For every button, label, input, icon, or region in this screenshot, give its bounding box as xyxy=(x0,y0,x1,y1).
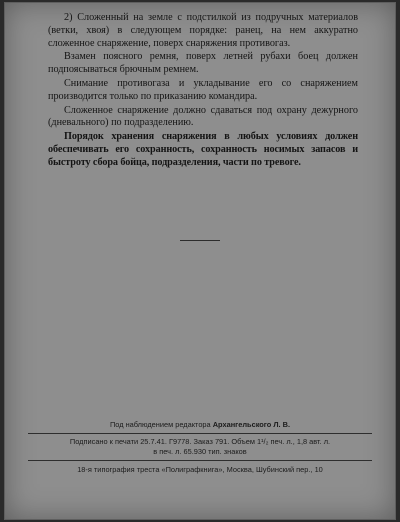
printer-line: 18-я типография треста «Полиграфкнига», Москва, Шубинский пер., 10 xyxy=(77,465,323,474)
book-page xyxy=(4,2,396,520)
main-text xyxy=(48,12,358,171)
paragraph-guard: Сложенное снаряжение должно сдаваться под охрану дежурного (дневального) по подразделению. xyxy=(48,104,358,129)
editor-prefix: Под наблюдением редактора xyxy=(109,420,211,429)
editor-line xyxy=(28,420,372,430)
print-info-line-2: в печ. л. 65.930 тип. знаков xyxy=(153,447,247,456)
imprint-rule-top xyxy=(28,433,372,434)
paragraph-belt: Взамен поясного ремня, поверх летней рубахи боец должен подпоясываться брючным ремнем. xyxy=(48,51,358,76)
section-divider xyxy=(180,240,220,241)
editor-name: Архангельского Л. В. xyxy=(212,420,291,429)
paragraph-gas-mask: Снимание противогаза и укладывание его со снаряжением производится только по приказанию командира. xyxy=(48,77,358,102)
paragraph-storage-order: Порядок хранения снаряжения в любых условиях должен обеспечивать его сохранность, сохранность носимых запасов и быстроту сбора бойца, подразделения, части по тревоге. xyxy=(48,131,358,168)
imprint-block xyxy=(28,420,372,475)
imprint-rule-bottom xyxy=(28,460,372,461)
paragraph-item-2: 2) Сложенный на земле с подстилкой из подручных материалов (ветки, хвоя) в следующем порядке: ранец, на нем аккуратно сложенное снаряжение, поверх снаряжения противогаз. xyxy=(48,12,358,49)
print-info-line-1: Подписано к печати 25.7.41. Г9778. Заказ 791. Объем 1¹/₂ печ. л., 1,8 авт. л. xyxy=(69,437,331,446)
